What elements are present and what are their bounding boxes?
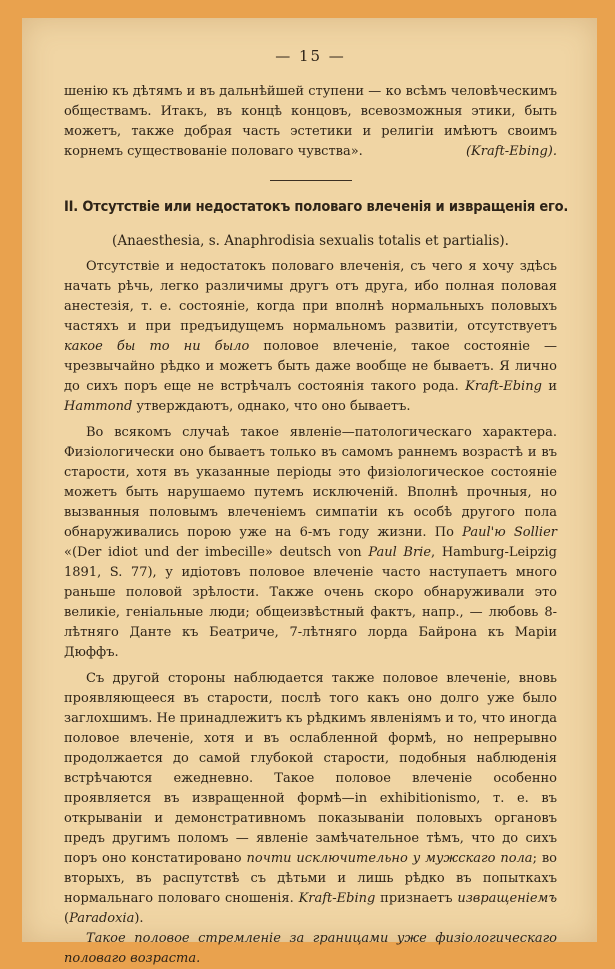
paragraph-pathology bbox=[64, 423, 557, 663]
text-run: и bbox=[541, 379, 558, 394]
paragraph-anaesthesia bbox=[64, 257, 557, 417]
emphasis: извращеніемъ bbox=[457, 891, 557, 906]
paragraph-closing bbox=[64, 929, 557, 969]
intro-citation: (Kraft-Ebing). bbox=[465, 144, 557, 159]
emphasis: почти исключительно у мужскаго пола bbox=[246, 851, 533, 866]
text-run: Во всякомъ случаѣ такое явленіе—патологическаго характера. Физіологически оно бываетъ только въ самомъ раннемъ возрастѣ и въ старости, хотя въ указанные періоды это физіологическое состояніе можетъ быть нарушаемо путемъ исключеній. Вполнѣ прочныя, но вызванныя половымъ влеченіемъ симпатіи къ особѣ другого пола обнаруживались порою уже на 6-мъ году жизни. По bbox=[64, 425, 557, 540]
author-name: Hammond bbox=[64, 399, 133, 414]
text-run: ; во вторыхъ, въ распутствѣ съ дѣтьми и лишь рѣдко въ попыткахъ нормальнаго половаго сношенія. bbox=[64, 851, 557, 906]
author-name: Sollier bbox=[513, 525, 557, 540]
text-run: половое влеченіе, такое состояніе — чрезвычайно рѣдко и можетъ быть даже вообще не бываетъ. Я лично до сихъ поръ еще не встрѣчалъ состоянія такого рода. bbox=[64, 339, 557, 394]
emphasis: Такое половое стремленіе за границами уже физіологическаго половаго возраста. bbox=[64, 931, 557, 966]
page-content bbox=[64, 46, 569, 969]
section-subheading: (Anaesthesia, s. Anaphrodisia sexualis totalis et partialis). bbox=[112, 233, 509, 249]
intro-paragraph bbox=[64, 82, 557, 162]
text-run: Отсутствіе и недостатокъ половаго влеченія, съ чего я хочу здѣсь начать рѣчь, легко различимы другъ отъ друга, ибо полная половая анестезія, т. е. состояніе, когда при вполнѣ нормальныхъ половыхъ частяхъ и при предъидущемъ нормальномъ развитіи, отсутствуетъ bbox=[64, 259, 557, 334]
intro-text: шенію къ дѣтямъ и въ дальнѣйшей ступени — ко всѣмъ человѣческимъ обществамъ. Итакъ, въ концѣ концовъ, всевозможныя этики, быть можетъ, также добрая часть эстетики и религіи имѣютъ своимъ корнемъ существованіе половаго чувства». bbox=[64, 84, 557, 159]
emphasis: Paradoxia bbox=[69, 911, 135, 926]
text-run: , Hamburg-Leipzig 1891, S. 77), у идіотовъ половое влеченіе часто наступаетъ много раньше половой зрѣлости. Также очень скоро обнаруживали это великіе, геніальные люди; общеизвѣстный фактъ, напр., — любовь 8-лѣтняго Данте къ Беатриче, 7-лѣтняго лорда Байрона къ Маріи Дюффъ. bbox=[64, 545, 557, 660]
emphasis: какое бы то ни было bbox=[64, 339, 250, 354]
text-run: признаетъ bbox=[375, 891, 458, 906]
text-run: ( bbox=[64, 911, 70, 926]
text-run: Съ другой стороны наблюдается также половое влеченіе, вновь проявляющееся въ старости, послѣ того какъ оно долго уже было заглохшимъ. Не принадлежитъ къ рѣдкимъ явленіямъ и то, что иногда половое влеченіе, хотя и въ ослабленной формѣ, но непрерывно продолжается до самой глубокой старости, подобныя наблюденія встрѣчаются ежедневно. Такое половое влеченіе особенно проявляется въ извращенной формѣ—in exhibitionismo, т. е. въ открываніи и демонстративномъ показываніи половыхъ органовъ предъ другимъ поломъ — явленіе замѣчательное тѣмъ, что до сихъ поръ оно констатировано bbox=[64, 671, 557, 866]
text-run: утверждаютъ, однако, что оно бываетъ. bbox=[132, 399, 411, 414]
author-name: Kraft-Ebing bbox=[298, 891, 376, 906]
section-divider bbox=[270, 180, 352, 181]
paragraph-old-age bbox=[64, 669, 557, 929]
text-run: «(Der idiot und der imbecille» deutsch von bbox=[64, 545, 369, 560]
author-name: Paul Brie bbox=[368, 545, 432, 560]
book-page bbox=[22, 18, 597, 966]
author-name: Kraft-Ebing bbox=[465, 379, 542, 394]
section-heading: II. Отсутствіе или недостатокъ половаго влеченія и извращенія его. bbox=[64, 199, 569, 215]
text-run: ). bbox=[134, 911, 144, 926]
page-number: — 15 — bbox=[275, 47, 346, 65]
author-name: Paul'ю bbox=[462, 525, 506, 540]
